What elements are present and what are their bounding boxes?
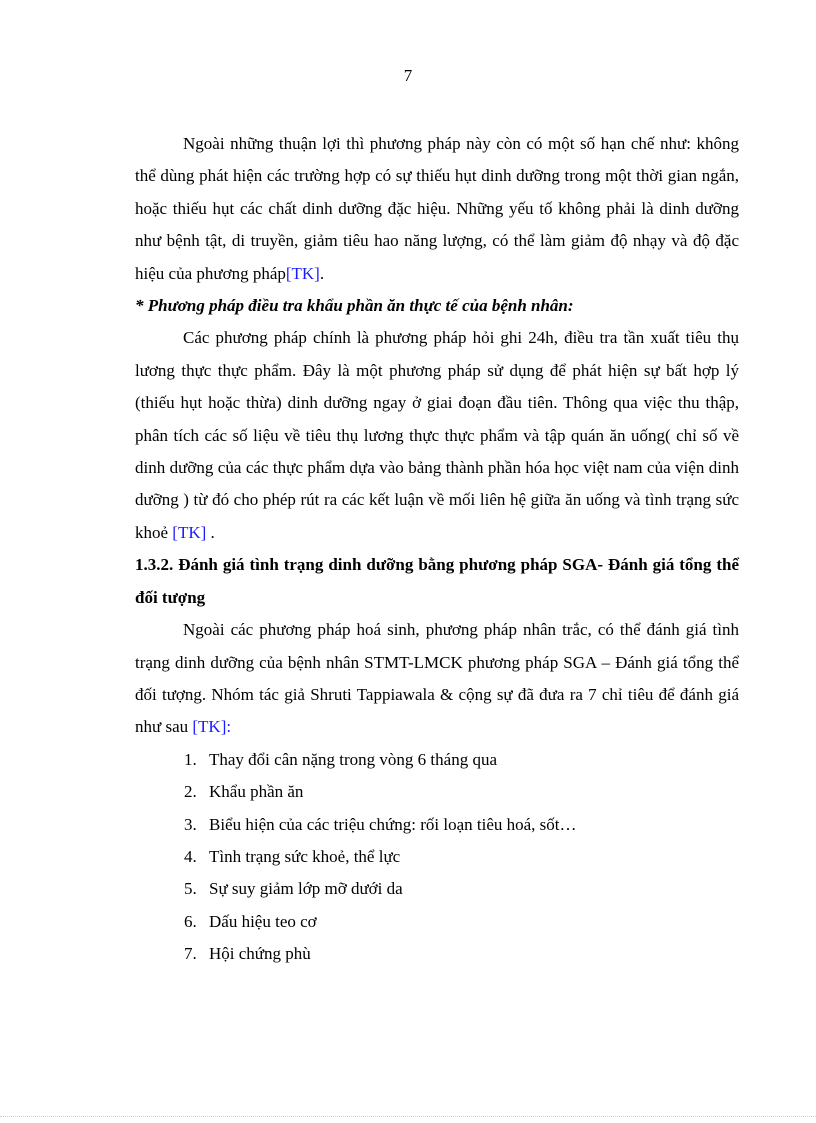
list-text: Sự suy giảm lớp mỡ dưới da — [209, 879, 403, 899]
list-text: Tình trạng sức khoẻ, thể lực — [209, 846, 401, 866]
list-text: Thay đổi cân nặng trong vòng 6 tháng qua — [209, 749, 497, 769]
list-text: Biểu hiện của các triệu chứng: rối loạn tiêu hoá, sốt… — [209, 814, 577, 834]
paragraph-limitations — [135, 128, 739, 290]
list-text: Hội chứng phù — [209, 944, 311, 964]
list-number: 1. — [184, 749, 197, 769]
list-item — [184, 938, 739, 970]
paragraph-end: . — [319, 263, 325, 283]
list-text: Khẩu phần ăn — [209, 782, 304, 802]
paragraph-text: Ngoài các phương pháp hoá sinh, phương pháp nhân trắc, có thể đánh giá tình trạng dinh dưỡng của bệnh nhân STMT-LMCK phương pháp SGA – Đánh giá tổng thể đối tượng. Nhóm tác giả Shruti Tappiawala & cộng sự đã đưa ra 7 chỉ tiêu để đánh giá như sau — [135, 620, 739, 737]
list-number: 3. — [184, 814, 197, 834]
reference-link[interactable]: [TK] — [285, 263, 320, 283]
list-item — [184, 873, 739, 905]
paragraph-end: . — [206, 522, 215, 542]
list-item — [184, 744, 739, 776]
list-text: Dấu hiệu teo cơ — [209, 911, 317, 931]
list-number: 5. — [184, 879, 197, 899]
section-heading-diet-survey: * Phương pháp điều tra khẩu phần ăn thực tế của bệnh nhân: — [135, 296, 574, 316]
paragraph-text: Ngoài những thuận lợi thì phương pháp này còn có một số hạn chế như: không thể dùng phát hiện các trường hợp có sự thiếu hụt dinh dưỡng trong một thời gian ngắn, hoặc thiếu hụt các chất dinh dưỡng đặc hiệu. Những yếu tố không phải là dinh dưỡng như bệnh tật, di truyền, giảm tiêu hao năng lượng, có thể làm giảm độ nhạy và độ đặc hiệu của phương pháp — [135, 134, 739, 283]
paragraph-sga — [135, 614, 739, 744]
paragraph-text: Các phương pháp chính là phương pháp hỏi ghi 24h, điều tra tần xuất tiêu thụ lương thực thực phẩm. Đây là một phương pháp sử dụng để phát hiện sự bất hợp lý (thiếu hụt hoặc thừa) dinh dưỡng ngay ở giai đoạn đầu tiên. Thông qua việc thu thập, phân tích các số liệu về tiêu thụ lương thực thực phẩm và tập quán ăn uống( chỉ số về dinh dưỡng của các thực phẩm dựa vào bảng thành phần hóa học việt nam của viện dinh dưỡng ) từ đó cho phép rút ra các kết luận về mối liên hệ giữa ăn uống và tình trạng sức khoẻ — [135, 328, 739, 542]
paragraph-diet-survey — [135, 322, 739, 549]
list-item — [184, 841, 739, 873]
reference-link[interactable]: [TK]: — [192, 717, 232, 737]
list-item — [184, 809, 739, 841]
sga-criteria-list — [135, 744, 739, 971]
list-number: 7. — [184, 944, 197, 964]
reference-link[interactable]: [TK] — [172, 522, 207, 542]
page-bottom-divider — [0, 1116, 816, 1117]
list-number: 2. — [184, 782, 197, 802]
list-item — [184, 906, 739, 938]
section-heading-sga: 1.3.2. Đánh giá tình trạng dinh dưỡng bằng phương pháp SGA- Đánh giá tổng thể đối tượng — [135, 555, 739, 607]
page-number: 7 — [403, 66, 413, 85]
list-number: 4. — [184, 846, 197, 866]
list-item — [184, 776, 739, 808]
list-number: 6. — [184, 911, 197, 931]
page-content — [135, 128, 739, 971]
